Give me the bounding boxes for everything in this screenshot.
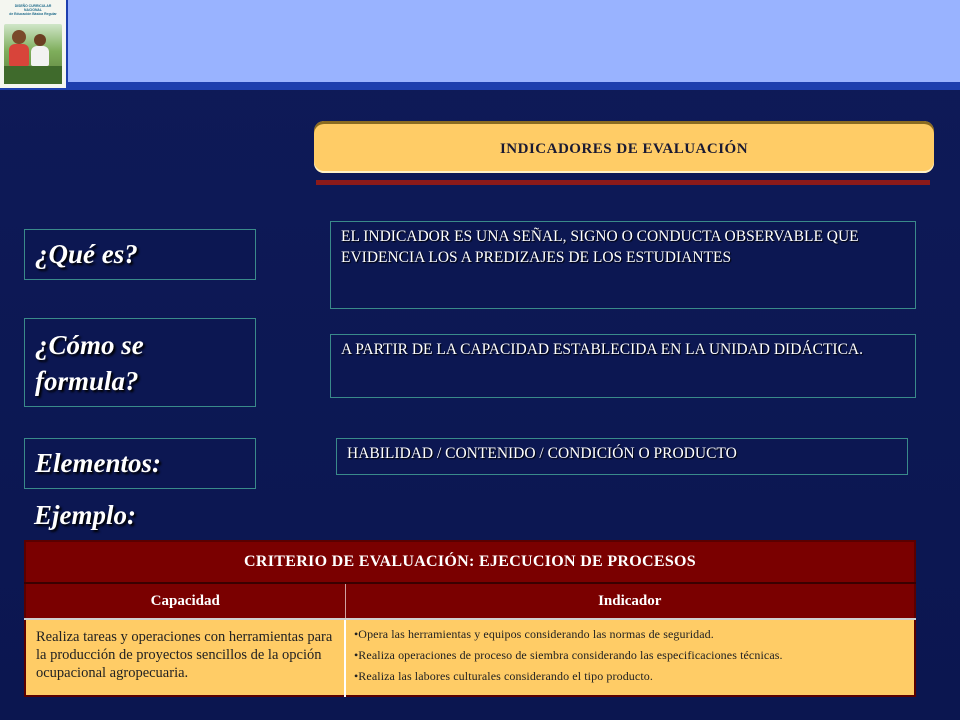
logo-text (6, 4, 60, 22)
criteria-table (24, 540, 916, 697)
answer-what-is: EL INDICADOR ES UNA SEÑAL, SIGNO O CONDUCTA OBSERVABLE QUE EVIDENCIA LOS A PREDIZAJES DE LOS ESTUDIANTES (330, 221, 916, 309)
indicator-item: •Realiza operaciones de proceso de siembra considerando las especificaciones técnicas. (354, 648, 783, 662)
logo-text-line-2: de Educación Básica Regular (9, 12, 57, 16)
capacity-cell: Realiza tareas y operaciones con herramientas para la producción de proyectos sencillos de la opción ocupacional agropecuaria. (25, 619, 345, 696)
title-divider (316, 180, 930, 185)
table-row (25, 619, 915, 696)
indicator-item: •Opera las herramientas y equipos considerando las normas de seguridad. (354, 627, 714, 641)
logo (0, 0, 68, 88)
header-underline (0, 82, 960, 90)
criteria-table-title: CRITERIO DE EVALUACIÓN: EJECUCION DE PROCESOS (25, 541, 915, 583)
section-title-text: INDICADORES DE EVALUACIÓN (499, 140, 749, 157)
header-bar (0, 0, 960, 86)
example-label: Ejemplo: (34, 500, 136, 530)
logo-text-line-1: DISEÑO CURRICULAR NACIONAL (14, 4, 52, 12)
section-title (314, 121, 934, 173)
question-how-formulated: ¿Cómo se formula? (24, 318, 256, 407)
answer-how-formulated: A PARTIR DE LA CAPACIDAD ESTABLECIDA EN LA UNIDAD DIDÁCTICA. (330, 334, 916, 398)
indicator-cell (345, 619, 915, 696)
indicator-item: •Realiza las labores culturales considerando el tipo producto. (354, 669, 653, 683)
question-what-is: ¿Qué es? (24, 229, 256, 280)
column-header-capacity: Capacidad (25, 583, 345, 619)
answer-elements: HABILIDAD / CONTENIDO / CONDICIÓN O PRODUCTO (336, 438, 908, 475)
question-elements: Elementos: (24, 438, 256, 489)
column-header-indicator: Indicador (345, 583, 915, 619)
